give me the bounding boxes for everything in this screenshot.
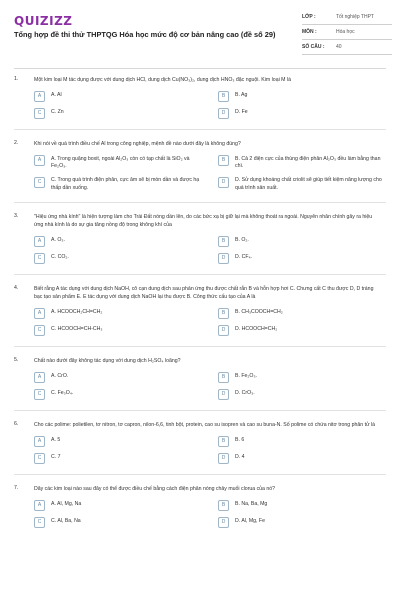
answer-options [34,435,386,464]
option-text: A. CrO. [51,372,69,379]
option-letter-box: A [34,308,45,319]
option-text: A. O₃. [51,236,65,243]
option-letter-box: C [34,253,45,264]
answer-option-d[interactable] [218,107,386,119]
page-title: Tổng hợp đề thi thử THPTQG Hóa học mức độ cơ bản nâng cao (đề số 29) [14,30,276,39]
option-text: C. 7 [51,453,61,460]
option-letter-box: C [34,177,45,188]
header-divider [14,68,386,69]
answer-option-d[interactable] [218,452,386,464]
question-2 [14,140,386,192]
quizizz-logo: QUIZIZZ [14,14,73,28]
question-divider [14,274,386,275]
answer-option-b[interactable] [218,499,386,511]
option-text: D. 4 [235,453,245,460]
answer-options [34,154,386,192]
meta-row-count [302,40,392,55]
option-letter-box: C [34,325,45,336]
question-number: 2. [14,140,19,146]
option-text: B. 6 [235,436,245,443]
question-7 [14,485,386,528]
question-divider [14,129,386,130]
question-number: 3. [14,213,19,219]
option-letter-box: B [218,91,229,102]
question-number: 1. [14,76,19,82]
option-text: A. Trong quặng boxit, ngoài Al₂O₃ còn có tạp chất là SiO₂ và Fe₂O₃. [51,155,190,169]
meta-key: MÔN : [302,29,317,35]
meta-value: Tốt nghiệp THPT [336,14,374,20]
option-letter-box: C [34,108,45,119]
meta-value: Hóa học [336,29,355,35]
question-3 [14,213,386,264]
option-text: D. Sử dụng khoáng chất criolit sẽ giúp tiết kiệm năng lượng cho quá trình sản xuất. [235,177,382,191]
option-letter-box: B [218,372,229,383]
option-letter-box: C [34,517,45,528]
answer-options [34,307,386,336]
option-letter-box: B [218,500,229,511]
question-divider [14,346,386,347]
question-number: 6. [14,421,19,427]
option-text: C. CO₂. [51,253,69,260]
option-letter-box: D [218,325,229,336]
answer-option-c[interactable] [34,252,202,264]
option-text: B. Na, Ba, Mg [235,500,268,507]
option-letter-box: D [218,453,229,464]
answer-option-a[interactable] [34,154,202,171]
answer-option-c[interactable] [34,324,202,336]
option-text: A. Al [51,91,62,98]
question-1 [14,76,386,119]
question-divider [14,202,386,203]
option-text: D. CF₄. [235,253,253,260]
option-letter-box: C [34,389,45,400]
answer-option-b[interactable] [218,435,386,447]
option-letter-box: D [218,517,229,528]
option-letter-box: D [218,177,229,188]
question-number: 4. [14,285,19,291]
meta-key: LỚP : [302,14,316,20]
meta-row-class [302,10,392,25]
option-text: A. 5 [51,436,61,443]
option-letter-box: D [218,389,229,400]
question-divider [14,474,386,475]
option-text: D. HCOOCH=CH₂ [235,325,278,332]
option-letter-box: A [34,436,45,447]
option-text: A. HCOOCH₂CH=CH₂ [51,308,103,315]
answer-option-d[interactable] [218,324,386,336]
question-text: "Hiệu ứng nhà kính" là hiện tượng làm cho Trái Đất nóng dần lên, do các bức xạ bị giữ lại mà không thoát ra ngoài. Nguyên nhân chính gây ra hiệu ứng nhà kính là do sự gia tăng nồng độ trong không khí của [34,214,373,228]
question-5 [14,357,386,400]
option-text: C. Zn [51,108,64,115]
question-text: Cho các polime: polietilen, tơ nitron, tơ capron, nilon-6,6, tinh bột, protein, cao su isopren và cao su buna-N. Số polime có chứa nitơ trong phân tử là [34,422,375,428]
option-text: D. Fe [235,108,248,115]
option-letter-box: B [218,436,229,447]
answer-option-c[interactable] [34,452,202,464]
answer-option-c[interactable] [34,516,202,528]
answer-option-d[interactable] [218,516,386,528]
option-letter-box: A [34,236,45,247]
answer-option-a[interactable] [34,371,202,383]
question-text: Dãy các kim loại nào sau đây có thể được điều chế bằng cách điện phân nóng chảy muối clorua của nó? [34,486,276,492]
answer-option-b[interactable] [218,235,386,247]
answer-option-d[interactable] [218,252,386,264]
option-letter-box: C [34,453,45,464]
option-letter-box: B [218,308,229,319]
meta-row-subject [302,25,392,40]
answer-option-c[interactable] [34,176,202,193]
answer-option-a[interactable] [34,499,202,511]
option-text: C. Trong quá trình điện phân, cực âm sẽ bị mòn dần và được hạ thấp dần xuống. [51,177,200,191]
option-letter-box: D [218,253,229,264]
question-list [0,76,400,528]
meta-table [302,10,392,55]
option-letter-box: A [34,372,45,383]
option-letter-box: A [34,500,45,511]
option-letter-box: A [34,91,45,102]
option-letter-box: A [34,155,45,166]
header [0,0,400,62]
answer-options [34,499,386,528]
answer-option-a[interactable] [34,90,202,102]
answer-option-b[interactable] [218,371,386,383]
option-text: D. Al, Mg, Fe [235,517,265,524]
question-text: Biết rằng A tác dụng với dung dịch NaOH, cô cạn dung dịch sau phản ứng thu được chất rắn B và hỗn hợp hơi C. Chưng cất C thu được D, D tráng bạc tạo sản phẩm E. E tác dụng với dung dịch NaOH lại thu được B. Công thức cấu tạo của A là [34,286,374,300]
option-letter-box: B [218,155,229,166]
answer-option-b[interactable] [218,307,386,319]
option-letter-box: D [218,108,229,119]
answer-option-b[interactable] [218,154,386,171]
option-text: B. CH₃COOCH=CH₂ [235,308,283,315]
answer-options [34,235,386,264]
option-text: B. Fe₂O₃. [235,372,257,379]
question-text: Một kim loại M tác dụng được với dung dịch HCl, dung dịch Cu(NO₃)₂, dung dịch HNO₃ đặc nguội. Kim loại M là [34,77,291,83]
option-text: C. Al, Ba, Na [51,517,81,524]
question-number: 7. [14,485,19,491]
answer-option-d[interactable] [218,176,386,193]
question-4 [14,285,386,336]
meta-key: SỐ CÂU : [302,44,325,50]
option-text: B. Ag [235,91,248,98]
answer-options [34,371,386,400]
answer-option-a[interactable] [34,307,202,319]
option-text: B. O₂. [235,236,249,243]
option-text: C. HCOOCH=CH-CH₃ [51,325,103,332]
question-6 [14,421,386,464]
question-number: 5. [14,357,19,363]
option-text: A. Al, Mg, Na [51,500,82,507]
question-divider [14,410,386,411]
answer-option-a[interactable] [34,235,202,247]
answer-options [34,90,386,119]
meta-value: 40 [336,44,342,50]
option-letter-box: B [218,236,229,247]
answer-option-c[interactable] [34,388,202,400]
answer-option-a[interactable] [34,435,202,447]
question-text: Khi nói về quá trình điều chế Al trong công nghiệp, mệnh đề nào dưới đây là không đúng? [34,141,241,147]
option-text: B. Cả 2 điện cực của thùng điện phân Al₂O₃ đều làm bằng than chì. [235,155,381,169]
option-text: D. CrO₃. [235,389,255,396]
option-text: C. Fe₃O₄. [51,389,74,396]
answer-option-d[interactable] [218,388,386,400]
question-text: Chất nào dưới đây không tác dụng với dung dịch H₂SO₄ loãng? [34,358,181,364]
answer-option-b[interactable] [218,90,386,102]
answer-option-c[interactable] [34,107,202,119]
